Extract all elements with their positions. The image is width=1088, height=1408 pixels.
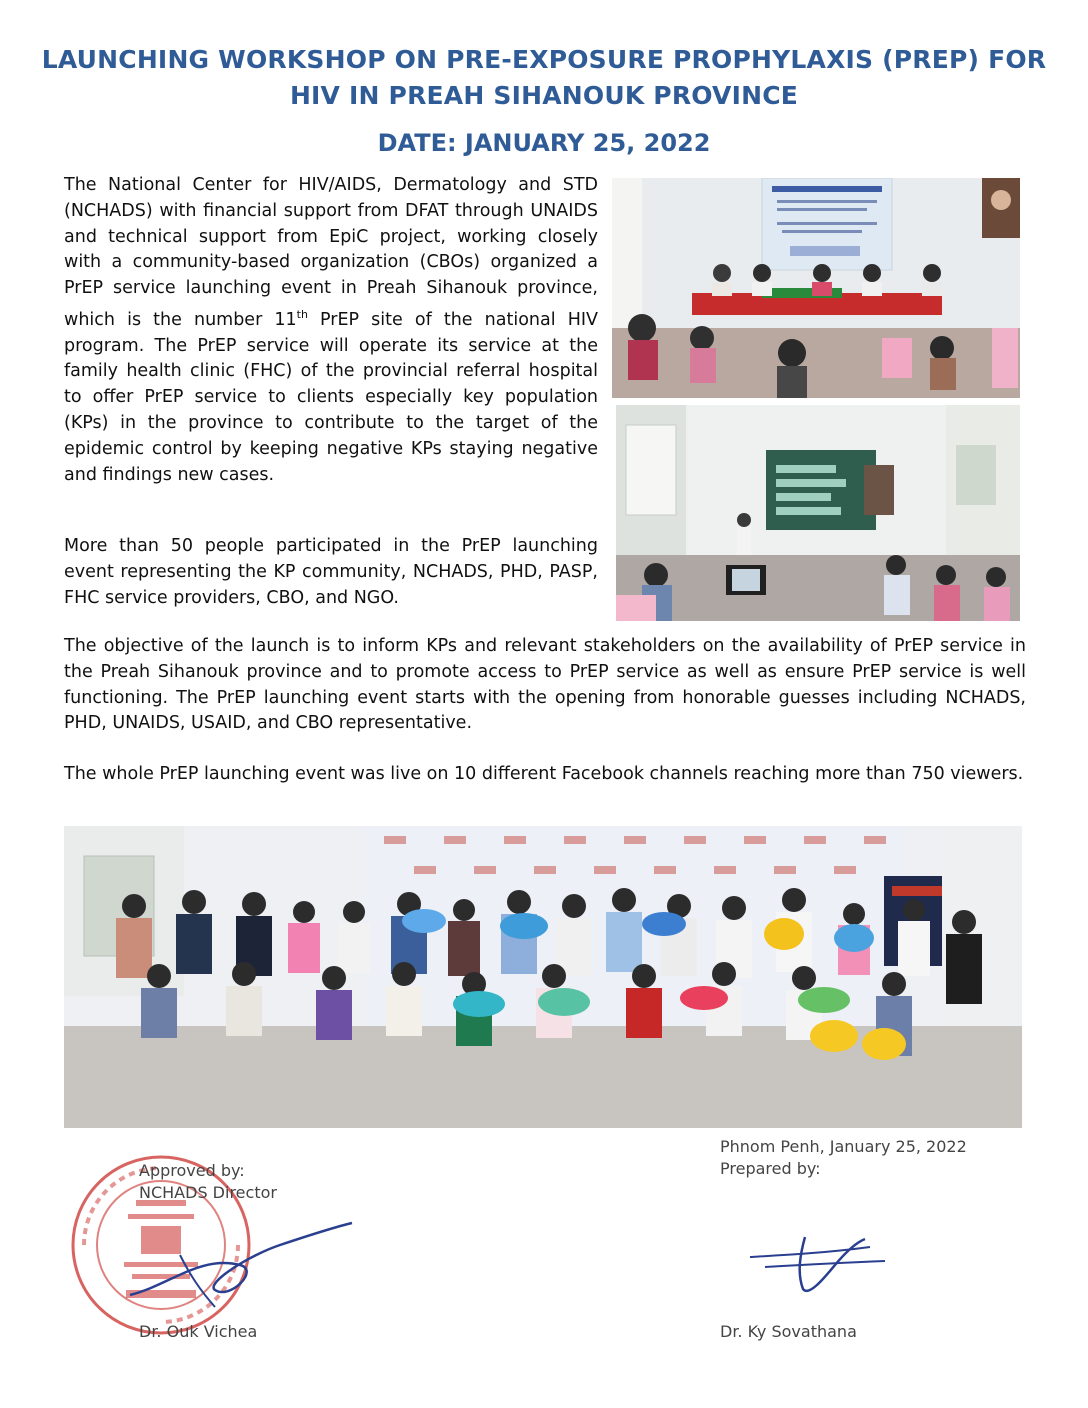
approver-name: Dr. Ouk Vichea [139, 1322, 258, 1341]
photo-presentation [616, 405, 1020, 621]
paragraph-intro-part2: PrEP site of the national HIV program. The PrEP service will operate its service at the family health clinic (FHC) of the provincial referral hospital to offer PrEP service to clients especially key population (KPs) in the province to contribute to the target of the epidemic control by keeping negative KPs staying negative and findings new cases. [64, 309, 598, 485]
paragraph-intro [64, 173, 598, 488]
title-line-2: HIV IN PREAH SIHANOUK PROVINCE [289, 81, 799, 110]
place-date-line: Phnom Penh, January 25, 2022 [720, 1137, 967, 1156]
prepared-block [720, 1136, 967, 1180]
photo-panel-table [612, 178, 1020, 398]
approver-signature [120, 1215, 360, 1315]
ordinal-suffix: th [296, 307, 308, 321]
document-title [40, 42, 1048, 114]
paragraph-objective: The objective of the launch is to inform KPs and relevant stakeholders on the availability of PrEP service in the Preah Sihanouk province and to promote access to PrEP service as well as ensure PrEP service is well functioning. The PrEP launching event starts with the opening from honorable guesses including NCHADS, PHD, UNAIDS, USAID, and CBO representative. [64, 636, 1026, 734]
photo-group [64, 826, 1022, 1128]
paragraph-participants: More than 50 people participated in the PrEP launching event representing the KP community, NCHADS, PHD, PASP, FHC service providers, CBO, and NGO. [64, 536, 598, 608]
approved-by-label: Approved by: [139, 1161, 245, 1180]
photo-presentation-illustration [616, 405, 1020, 621]
approval-block [139, 1160, 277, 1204]
preparer-signature [745, 1225, 905, 1305]
document-date: DATE: JANUARY 25, 2022 [377, 129, 711, 157]
paragraph-intro-part1: The National Center for HIV/AIDS, Dermatology and STD (NCHADS) with financial support from DFAT through UNAIDS and technical support from EpiC project, working closely with a community-based organization (CBOs) organized a PrEP service launching event in Preah Sihanouk province, which is the number 11 [64, 175, 598, 330]
prepared-by-label: Prepared by: [720, 1159, 821, 1178]
title-line-1: LAUNCHING WORKSHOP ON PRE-EXPOSURE PROPHYLAXIS (PREP) FOR [41, 45, 1047, 74]
preparer-name: Dr. Ky Sovathana [720, 1322, 857, 1341]
photo-group-illustration [64, 826, 1022, 1128]
photo-panel-table-illustration [612, 178, 1020, 398]
paragraph-facebook-live: The whole PrEP launching event was live on 10 different Facebook channels reaching more than 750 viewers. [64, 764, 1024, 784]
approver-title: NCHADS Director [139, 1183, 277, 1202]
